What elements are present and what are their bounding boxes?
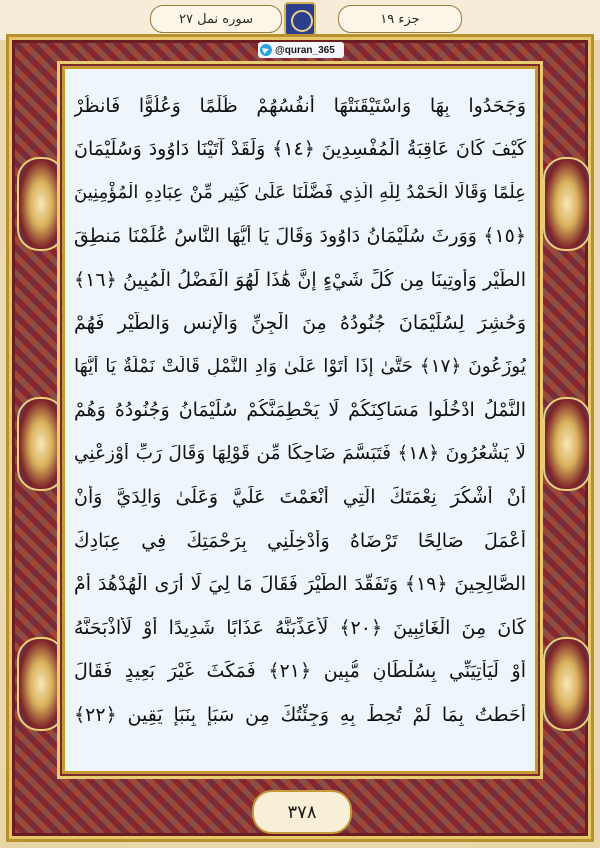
- text-line: [74, 519, 526, 563]
- line-text: لَا يَشْعُرُونَ ﴿١٨﴾ فَتَبَسَّمَ ضَاحِكًا مِّن قَوْلِهَا وَقَالَ رَبِّ أَوْزِعْنِي: [74, 443, 526, 465]
- text-line: [74, 258, 526, 302]
- page-number: ۳۷۸: [252, 790, 352, 834]
- line-text: النَّمْلُ ادْخُلُوا مَسَاكِنَكُمْ لَا يَحْطِمَنَّكُمْ سُلَيْمَانُ وَجُنُودُهُ وَهُمْ: [74, 399, 526, 422]
- text-line: [74, 84, 526, 128]
- line-text: يُوزَعُونَ ﴿١٧﴾ حَتَّىٰ إِذَا أَتَوْا عَلَىٰ وَادِ النَّمْلِ قَالَتْ نَمْلَةٌ يَا أَيُّهَا: [74, 356, 526, 378]
- line-text: عِلْمًا وَقَالَا الْحَمْدُ لِلَّهِ الَّذِي فَضَّلَنَا عَلَىٰ كَثِيرٍ مِّنْ عِبَادِهِ الْمُؤْمِنِينَ: [74, 182, 526, 204]
- line-text: الطَّيْرِ وَأُوتِينَا مِن كُلِّ شَيْءٍ إِنَّ هَٰذَا لَهُوَ الْفَضْلُ الْمُبِينُ ﴿١٦﴾: [74, 268, 526, 291]
- line-text: ﴿١٥﴾ وَوَرِثَ سُلَيْمَانُ دَاوُودَ وَقَالَ يَا أَيُّهَا النَّاسُ عُلِّمْنَا مَنطِقَ: [74, 225, 526, 248]
- text-line: [74, 476, 526, 520]
- line-text: أَعْمَلَ صَالِحًا تَرْضَاهُ وَأَدْخِلْنِي بِرَحْمَتِكَ فِي عِبَادِكَ: [74, 529, 526, 552]
- text-line: [74, 693, 526, 737]
- text-line: [74, 302, 526, 346]
- frame-medallion-right-bottom: [543, 637, 591, 731]
- surah-label: سوره نمل ۲۷: [150, 5, 282, 33]
- line-text: كَانَ مِنَ الْغَائِبِينَ ﴿٢٠﴾ لَأُعَذِّبَنَّهُ عَذَابًا شَدِيدًا أَوْ لَأَاذْبَحَنَّهُ: [74, 616, 526, 639]
- telegram-handle: [258, 42, 344, 58]
- line-text: الصَّالِحِينَ ﴿١٩﴾ وَتَفَقَّدَ الطَّيْرَ فَقَالَ مَا لِيَ لَا أَرَى الْهُدْهُدَ أَمْ: [74, 573, 526, 596]
- frame-medallion-left-bottom: [17, 637, 65, 731]
- text-line: [74, 345, 526, 389]
- text-line: [74, 650, 526, 694]
- line-text: كَيْفَ كَانَ عَاقِبَةُ الْمُفْسِدِينَ ﴿١٤﴾ وَلَقَدْ آتَيْنَا دَاوُودَ وَسُلَيْمَانَ: [74, 138, 526, 161]
- line-text: أَحَطتُ بِمَا لَمْ تُحِطْ بِهِ وَجِئْتُكَ مِن سَبَإٍ بِنَبَإٍ يَقِينٍ ﴿٢٢﴾: [74, 703, 526, 726]
- text-line: [74, 171, 526, 215]
- line-text: وَحُشِرَ لِسُلَيْمَانَ جُنُودُهُ مِنَ الْجِنِّ وَالْإِنسِ وَالطَّيْرِ فَهُمْ: [74, 312, 526, 335]
- text-line: [74, 606, 526, 650]
- telegram-icon: [260, 44, 272, 56]
- line-text: أَنْ أَشْكُرَ نِعْمَتَكَ الَّتِي أَنْعَمْتَ عَلَيَّ وَعَلَىٰ وَالِدَيَّ وَأَنْ: [74, 486, 526, 509]
- line-text: وَجَحَدُوا بِهَا وَاسْتَيْقَنَتْهَا أَنفُسُهُمْ ظُلْمًا وَعُلُوًّا فَانظُرْ: [74, 94, 526, 117]
- text-line: [74, 563, 526, 607]
- handle-text: @quran_365: [275, 44, 335, 56]
- frame-medallion-right-top: [543, 157, 591, 251]
- frame-medallion-left-top: [17, 157, 65, 251]
- frame-medallion-right-mid: [543, 397, 591, 491]
- text-line: [74, 128, 526, 172]
- text-line: [74, 432, 526, 476]
- juz-label: جزء ۱۹: [338, 5, 462, 33]
- frame-medallion-left-mid: [17, 397, 65, 491]
- publisher-logo: [284, 2, 316, 36]
- line-text: أَوْ لَيَأْتِيَنِّي بِسُلْطَانٍ مُّبِينٍ ﴿٢١﴾ فَمَكَثَ غَيْرَ بَعِيدٍ فَقَالَ: [74, 660, 526, 683]
- text-line: [74, 389, 526, 433]
- text-line: [74, 215, 526, 259]
- verse-lines: [74, 84, 526, 737]
